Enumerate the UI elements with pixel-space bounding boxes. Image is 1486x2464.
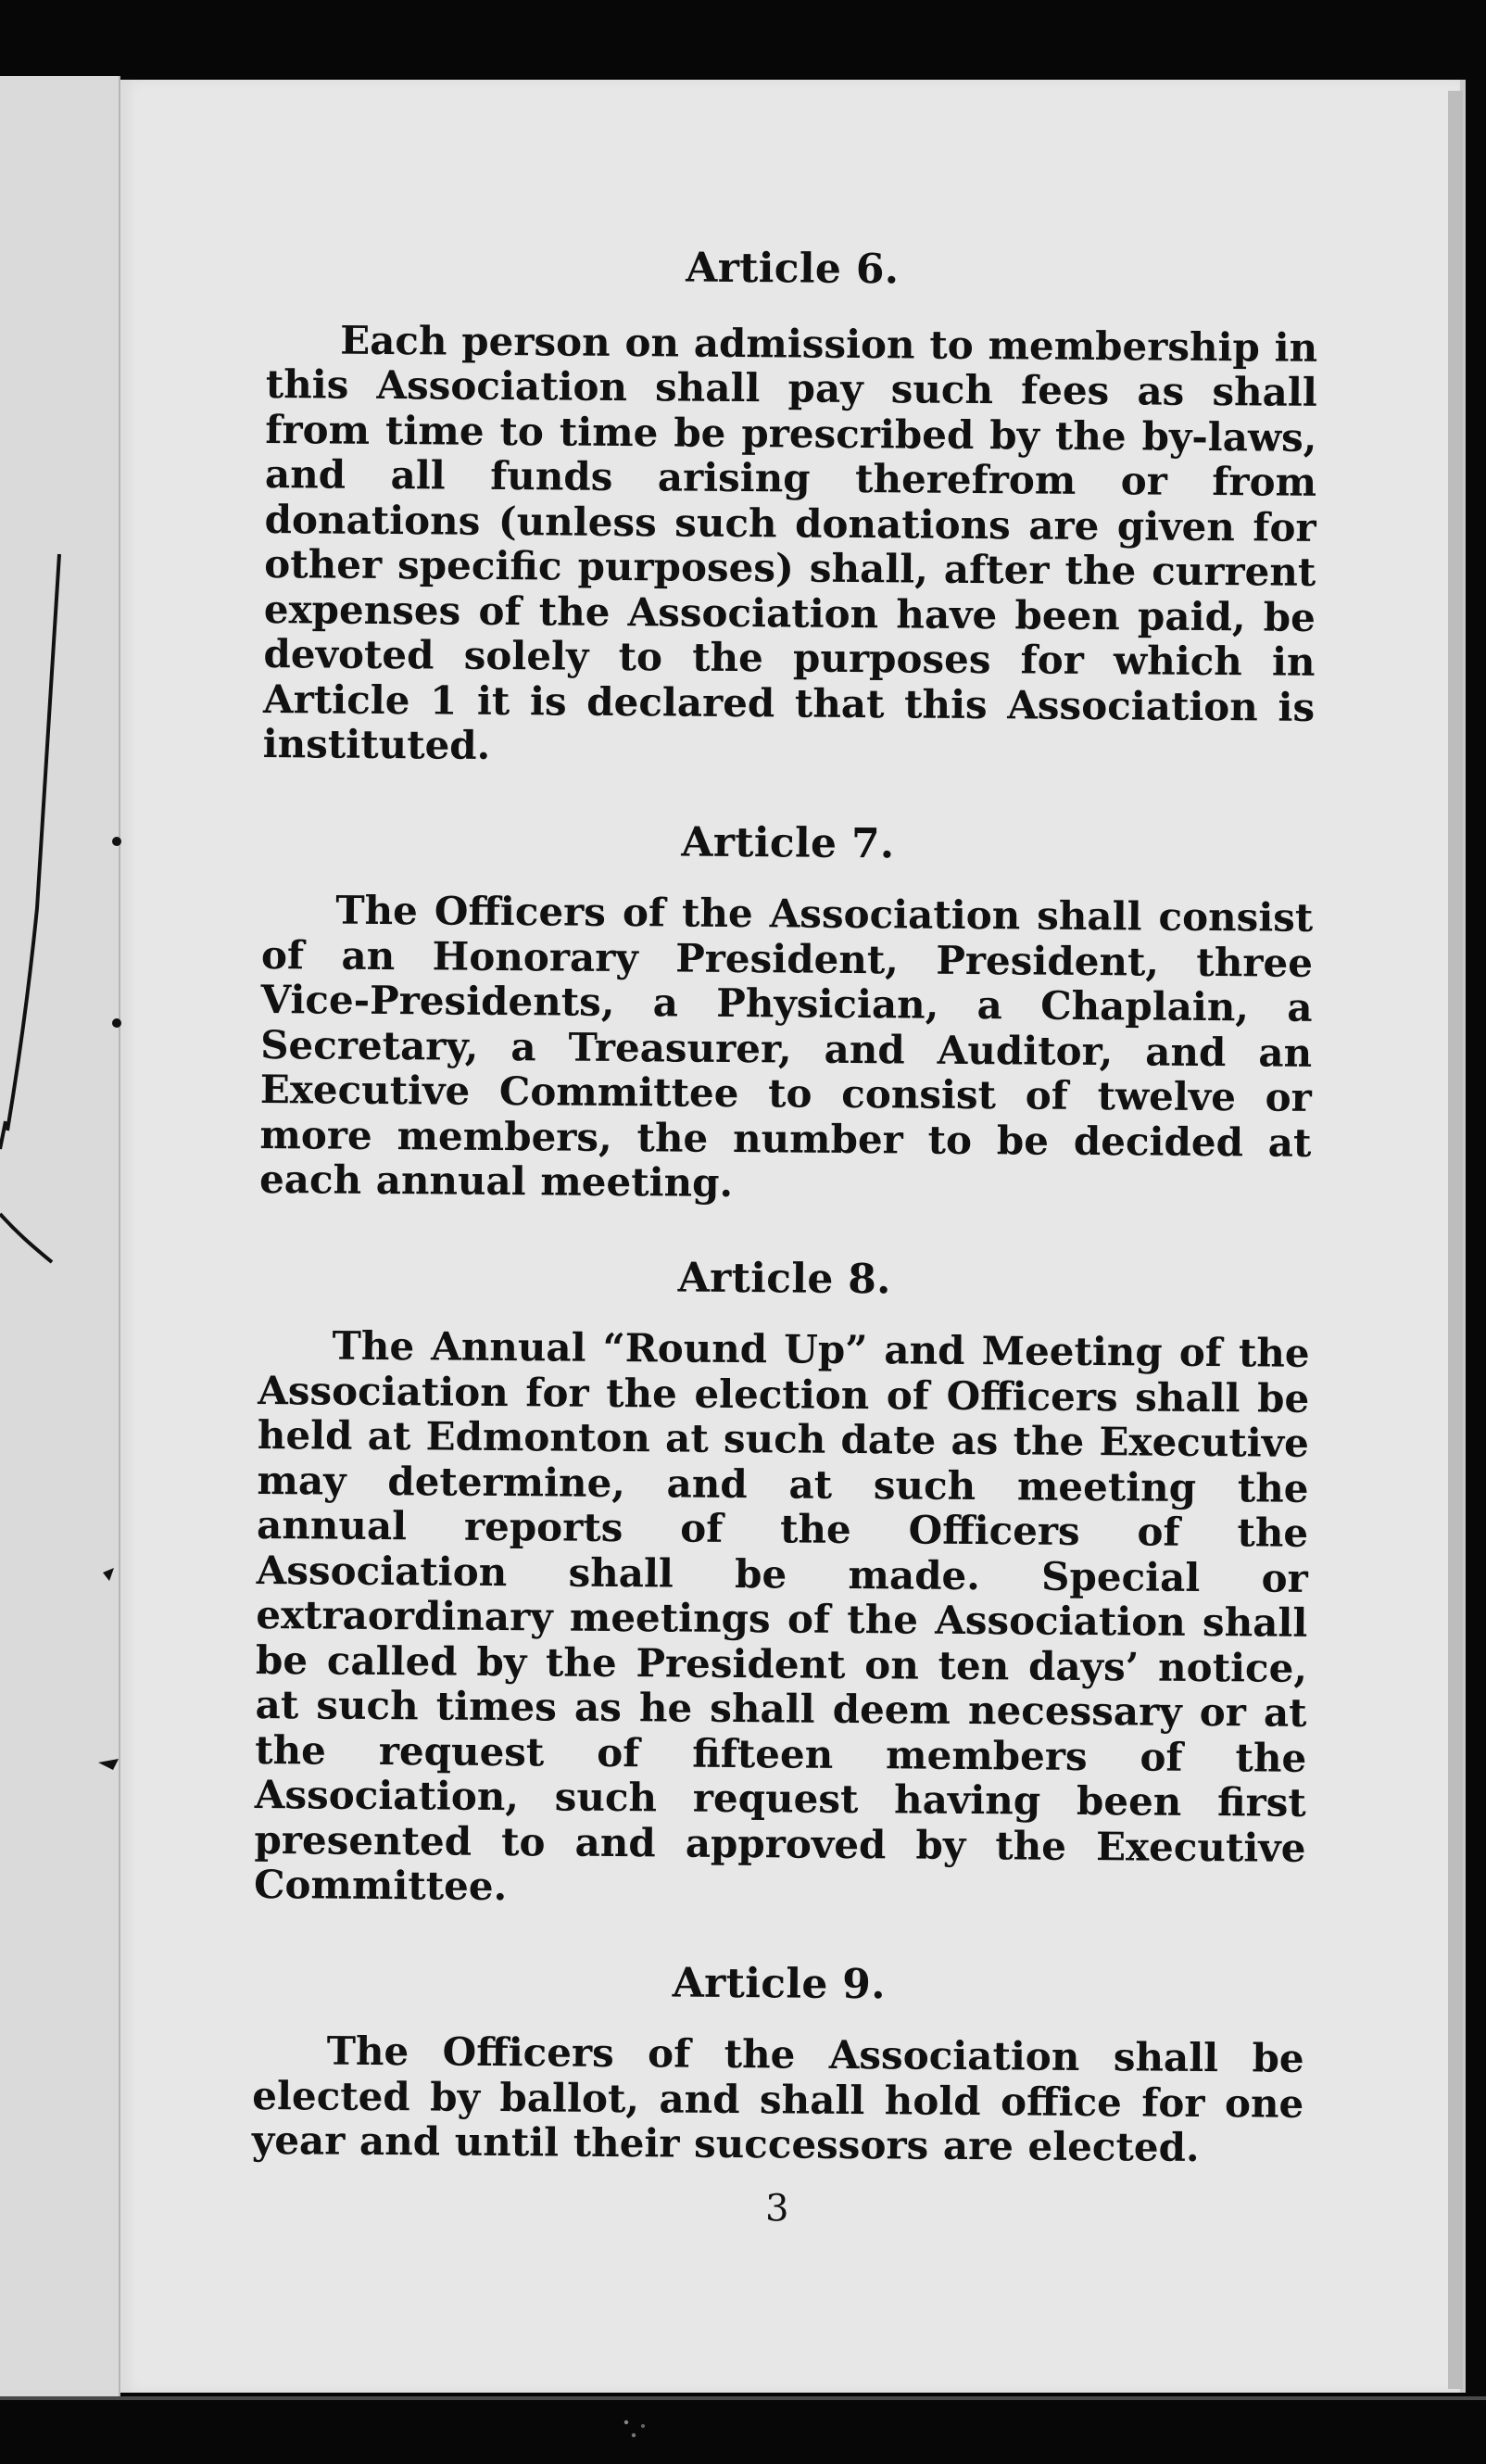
article-8-heading: Article 8. bbox=[677, 1254, 892, 1303]
article-7-heading: Article 7. bbox=[681, 818, 895, 867]
bottom-edge-marks bbox=[0, 2396, 1486, 2464]
article-text-block bbox=[251, 243, 1318, 2235]
article-9-paragraph: The Officers of the Association shall be elected by ballot, and shall hold office for one year and until their successors are elected. bbox=[251, 2028, 1304, 2170]
article-6-paragraph: Each person on admission to membership in this Association shall pay such fees as shall from time to time be prescribed by the by-laws, and all funds arising therefrom or from donations (unless such donations are given for other specific purposes) shall, after the current expenses of the Association have been paid, be devoted solely to the purposes for which in Article 1 it is declared that this Association is instituted. bbox=[262, 317, 1318, 768]
article-8-paragraph: The Annual “Round Up” and Meeting of the Association for the election of Officers shall be held at Edmonton at such date as the Executive may determine, and at such meeting the annual reports of the Officers of the Association shall be made. Special or extraordinary meetings of the Association shall be called by the President on ten days’ notice, at such times as he shall deem necessary or at the request of fifteen members of the Association, such request having been first presented to and approved by the Executive Committee. bbox=[253, 1322, 1310, 1910]
article-7-paragraph: The Officers of the Association shall consist of an Honorary President, President, three Vice-Presidents, a Physician, a Chaplain, a Secretary, a Treasurer, and Auditor, and an Executive Committee to consist of twelve or more members, the number to be decided at each annual meeting. bbox=[258, 887, 1314, 1206]
page-number: 3 bbox=[764, 2186, 789, 2230]
gutter-marks bbox=[0, 0, 148, 2464]
page-shadow-edge bbox=[1448, 91, 1463, 2389]
article-9-heading: Article 9. bbox=[672, 1958, 887, 2008]
article-6-heading: Article 6. bbox=[686, 244, 900, 294]
